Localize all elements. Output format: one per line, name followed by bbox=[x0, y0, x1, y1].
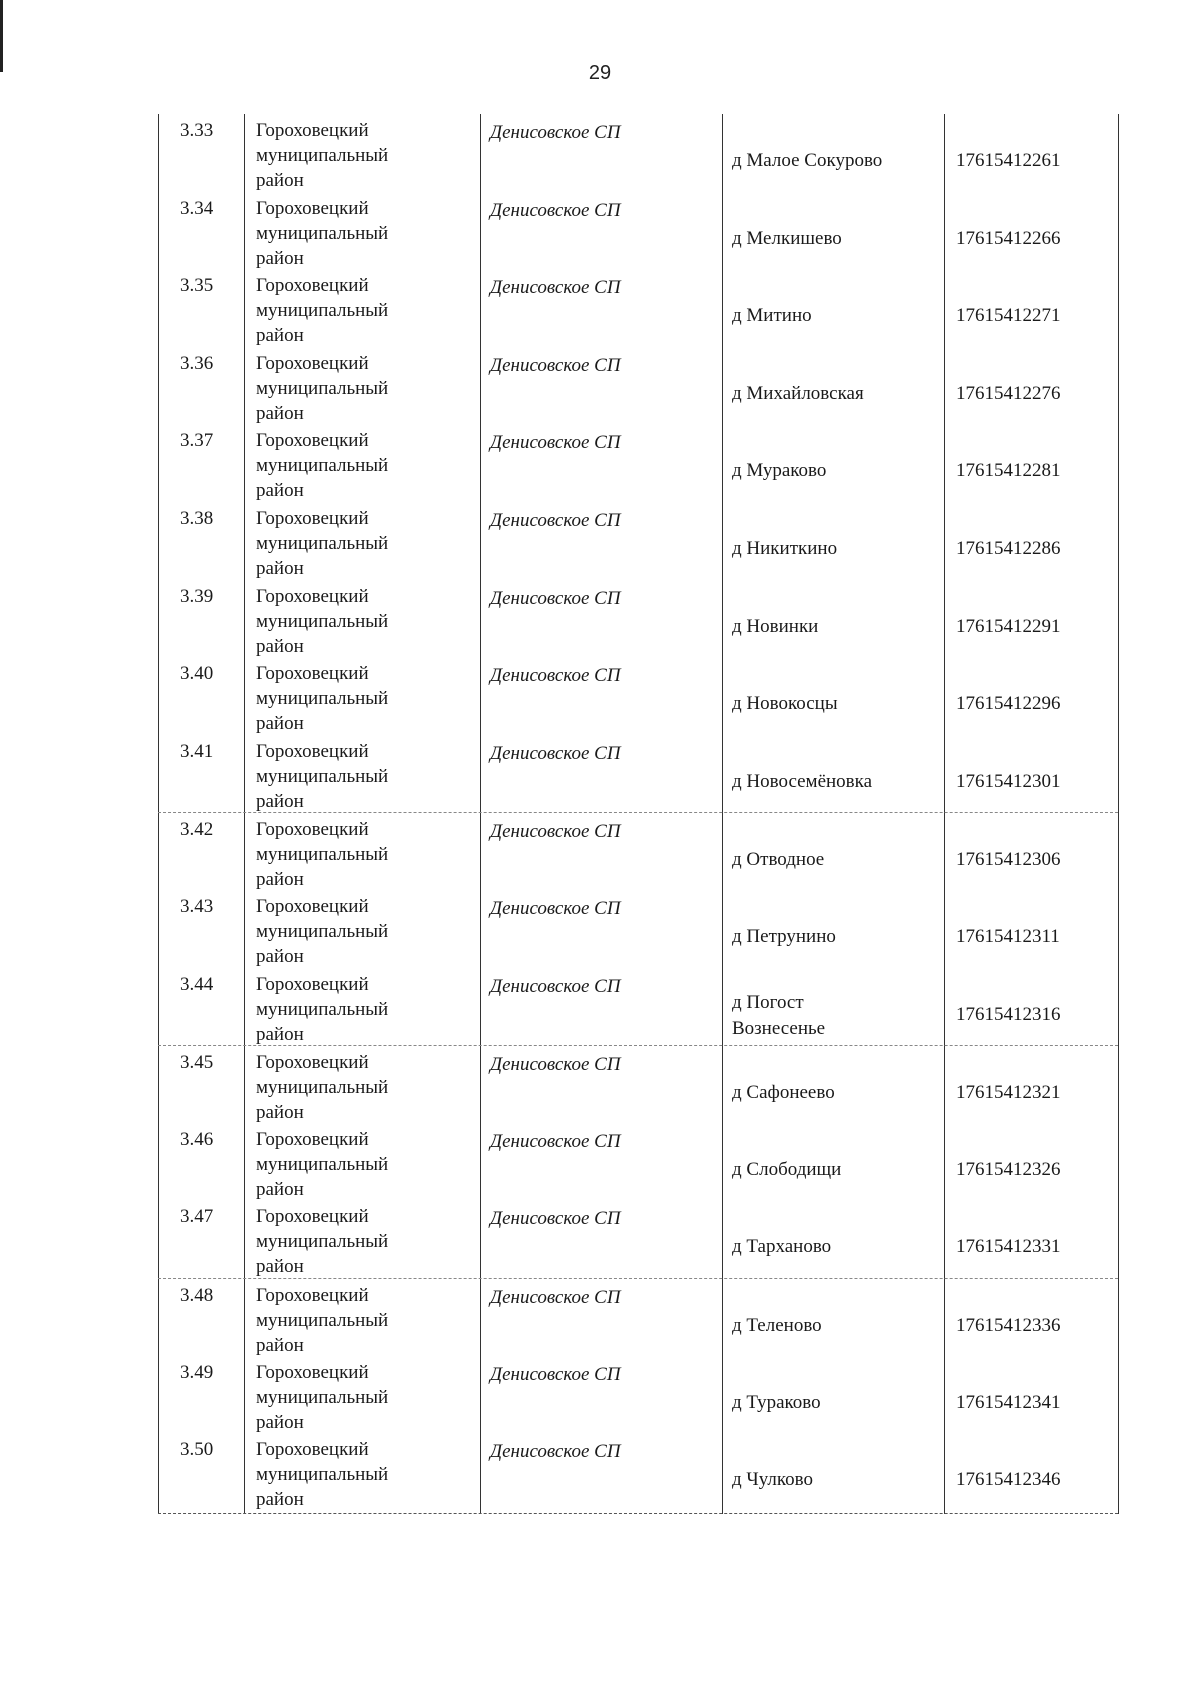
locality-cell bbox=[732, 458, 826, 484]
row-number: 3.39 bbox=[180, 585, 214, 607]
district-line: Гороховецкий bbox=[256, 740, 369, 762]
district-cell bbox=[256, 273, 388, 348]
locality-cell bbox=[732, 1157, 841, 1183]
locality-line: д Сафонеево bbox=[732, 1082, 835, 1104]
page-number: 29 bbox=[588, 62, 612, 84]
locality-cell bbox=[732, 1313, 822, 1339]
locality-line: д Никиткино bbox=[732, 538, 838, 559]
district-line: район bbox=[256, 946, 304, 967]
district-line: Гороховецкий bbox=[256, 1439, 369, 1461]
oktmo-code-cell: 17615412301 bbox=[956, 770, 1061, 792]
district-line: Гороховецкий bbox=[256, 1361, 369, 1383]
table-row bbox=[158, 580, 1118, 658]
oktmo-code-cell: 17615412261 bbox=[956, 150, 1061, 171]
district-line: муниципальный bbox=[256, 222, 389, 244]
locality-line: д Отводное bbox=[732, 849, 825, 871]
row-number: 3.46 bbox=[180, 1128, 214, 1150]
locality-line: д Мелкишево bbox=[732, 227, 842, 249]
settlement-cell: Денисовское СП bbox=[490, 122, 621, 143]
oktmo-code-cell: 17615412291 bbox=[956, 615, 1061, 637]
row-number: 3.41 bbox=[180, 740, 214, 762]
locality-line: д Теленово bbox=[732, 1315, 822, 1336]
table-row bbox=[158, 812, 1118, 891]
table-row bbox=[158, 114, 1118, 192]
table-row bbox=[158, 968, 1118, 1046]
district-cell bbox=[256, 1360, 388, 1435]
row-number: 3.45 bbox=[180, 1052, 214, 1074]
district-cell bbox=[256, 428, 388, 503]
settlement-cell: Денисовское СП bbox=[490, 1363, 621, 1385]
locality-line: д Погост bbox=[732, 991, 804, 1013]
district-line: муниципальный bbox=[256, 533, 389, 554]
row-number: 3.43 bbox=[180, 896, 214, 917]
locality-cell bbox=[732, 1390, 821, 1416]
locality-line: д Тарханово bbox=[732, 1236, 832, 1258]
district-cell bbox=[256, 506, 388, 581]
locality-cell bbox=[732, 148, 882, 174]
district-line: Гороховецкий bbox=[256, 1052, 369, 1074]
district-line: район bbox=[256, 1256, 304, 1278]
district-cell bbox=[256, 1127, 388, 1202]
locality-line: д Тураково bbox=[732, 1391, 821, 1413]
locality-cell bbox=[732, 614, 818, 640]
district-line: район bbox=[256, 713, 304, 735]
row-number: 3.33 bbox=[180, 120, 214, 141]
settlement-cell: Денисовское СП bbox=[490, 432, 621, 454]
locality-line: д Новосемёновка bbox=[732, 770, 873, 792]
settlement-cell: Денисовское СП bbox=[490, 1054, 621, 1076]
district-cell bbox=[256, 1283, 388, 1358]
locality-line: д Чулково bbox=[732, 1469, 814, 1491]
locality-line: Вознесенье bbox=[732, 1017, 826, 1039]
locality-cell bbox=[732, 1080, 835, 1106]
locality-cell bbox=[732, 226, 842, 252]
table-row bbox=[158, 347, 1118, 425]
table-row bbox=[158, 269, 1118, 347]
district-cell bbox=[256, 584, 388, 659]
locality-line: д Митино bbox=[732, 305, 812, 327]
district-line: район bbox=[256, 790, 304, 812]
district-line: муниципальный bbox=[256, 688, 389, 710]
district-line: Гороховецкий bbox=[256, 1128, 369, 1150]
district-line: Гороховецкий bbox=[256, 1285, 369, 1306]
district-line: муниципальный bbox=[256, 455, 389, 477]
district-line: муниципальный bbox=[256, 300, 389, 322]
district-line: муниципальный bbox=[256, 844, 389, 866]
district-line: муниципальный bbox=[256, 1386, 389, 1408]
column-rule-right bbox=[1118, 114, 1119, 1514]
district-line: муниципальный bbox=[256, 1310, 389, 1331]
table-row bbox=[158, 657, 1118, 735]
district-line: Гороховецкий bbox=[256, 197, 369, 219]
district-line: муниципальный bbox=[256, 998, 389, 1020]
district-line: район bbox=[256, 1178, 304, 1200]
oktmo-code-cell: 17615412296 bbox=[956, 693, 1061, 715]
district-cell bbox=[256, 351, 388, 426]
row-number: 3.42 bbox=[180, 819, 214, 841]
district-line: Гороховецкий bbox=[256, 120, 369, 141]
table-row bbox=[158, 424, 1118, 502]
locality-line: д Новокосцы bbox=[732, 693, 838, 715]
district-line: Гороховецкий bbox=[256, 1206, 369, 1228]
locality-cell bbox=[732, 924, 836, 950]
locality-cell bbox=[732, 303, 812, 329]
locality-line: д Петрунино bbox=[732, 926, 836, 947]
district-line: Гороховецкий bbox=[256, 352, 369, 374]
oktmo-code-cell: 17615412266 bbox=[956, 227, 1061, 249]
district-cell bbox=[256, 972, 388, 1047]
district-line: Гороховецкий bbox=[256, 430, 369, 452]
table-row bbox=[158, 1200, 1118, 1278]
district-line: муниципальный bbox=[256, 1077, 389, 1099]
district-line: муниципальный bbox=[256, 921, 389, 942]
locality-cell bbox=[732, 1234, 831, 1260]
settlement-cell: Денисовское СП bbox=[490, 277, 621, 299]
oktmo-code-cell: 17615412316 bbox=[956, 1003, 1061, 1025]
district-cell bbox=[256, 118, 388, 193]
row-number: 3.40 bbox=[180, 663, 214, 685]
locality-line: д Михайловская bbox=[732, 382, 864, 404]
settlement-cell: Денисовское СП bbox=[490, 199, 621, 221]
district-line: муниципальный bbox=[256, 145, 389, 166]
settlement-cell: Денисовское СП bbox=[490, 587, 621, 609]
district-line: район bbox=[256, 1023, 304, 1045]
oktmo-code-cell: 17615412286 bbox=[956, 538, 1061, 559]
settlement-cell: Денисовское СП bbox=[490, 1441, 621, 1463]
district-line: район bbox=[256, 635, 304, 657]
district-line: район bbox=[256, 1335, 304, 1356]
table-bottom-rule bbox=[158, 1513, 1118, 1514]
district-line: Гороховецкий bbox=[256, 896, 369, 917]
district-line: район bbox=[256, 480, 304, 502]
oktmo-code-cell: 17615412271 bbox=[956, 305, 1061, 327]
locality-cell bbox=[732, 381, 864, 407]
settlement-cell: Денисовское СП bbox=[490, 1208, 621, 1230]
settlement-table bbox=[158, 114, 1118, 1514]
district-line: муниципальный bbox=[256, 610, 389, 632]
district-cell bbox=[256, 1204, 388, 1279]
district-line: Гороховецкий bbox=[256, 585, 369, 607]
row-number: 3.35 bbox=[180, 275, 214, 297]
locality-cell bbox=[732, 990, 825, 1042]
district-cell bbox=[256, 1050, 388, 1125]
district-line: район bbox=[256, 1102, 304, 1124]
district-line: Гороховецкий bbox=[256, 819, 369, 841]
district-line: Гороховецкий bbox=[256, 508, 369, 529]
district-line: Гороховецкий bbox=[256, 275, 369, 297]
oktmo-code-cell: 17615412311 bbox=[956, 926, 1060, 947]
district-line: район bbox=[256, 869, 304, 891]
district-line: район bbox=[256, 325, 304, 347]
district-line: муниципальный bbox=[256, 765, 389, 787]
locality-line: д Слободищи bbox=[732, 1158, 842, 1180]
row-number: 3.44 bbox=[180, 973, 214, 995]
district-line: район bbox=[256, 1489, 304, 1511]
district-line: район bbox=[256, 170, 304, 191]
settlement-cell: Денисовское СП bbox=[490, 898, 621, 919]
locality-cell bbox=[732, 691, 838, 717]
settlement-cell: Денисовское СП bbox=[490, 975, 621, 997]
row-number: 3.48 bbox=[180, 1285, 214, 1306]
oktmo-code-cell: 17615412321 bbox=[956, 1082, 1061, 1104]
district-line: муниципальный bbox=[256, 1464, 389, 1486]
settlement-cell: Денисовское СП bbox=[490, 1287, 621, 1308]
row-number: 3.50 bbox=[180, 1439, 214, 1461]
table-row bbox=[158, 1356, 1118, 1434]
settlement-cell: Денисовское СП bbox=[490, 510, 621, 531]
table-row bbox=[158, 735, 1118, 813]
locality-cell bbox=[732, 769, 872, 795]
settlement-cell: Денисовское СП bbox=[490, 821, 621, 843]
district-cell bbox=[256, 1437, 388, 1512]
locality-line: д Малое Сокурово bbox=[732, 150, 883, 171]
settlement-cell: Денисовское СП bbox=[490, 742, 621, 764]
district-cell bbox=[256, 661, 388, 736]
district-line: район bbox=[256, 247, 304, 269]
settlement-cell: Денисовское СП bbox=[490, 665, 621, 687]
district-line: Гороховецкий bbox=[256, 973, 369, 995]
district-line: район bbox=[256, 558, 304, 579]
table-row bbox=[158, 1278, 1118, 1357]
table-row bbox=[158, 1433, 1118, 1511]
row-number: 3.37 bbox=[180, 430, 214, 452]
oktmo-code-cell: 17615412341 bbox=[956, 1391, 1061, 1413]
table-row bbox=[158, 1123, 1118, 1201]
district-line: Гороховецкий bbox=[256, 663, 369, 685]
locality-cell bbox=[732, 536, 837, 562]
district-cell bbox=[256, 196, 388, 271]
locality-line: д Новинки bbox=[732, 615, 819, 637]
oktmo-code-cell: 17615412336 bbox=[956, 1315, 1061, 1336]
table-row bbox=[158, 890, 1118, 968]
oktmo-code-cell: 17615412326 bbox=[956, 1158, 1061, 1180]
oktmo-code-cell: 17615412331 bbox=[956, 1236, 1061, 1258]
table-row bbox=[158, 1045, 1118, 1124]
locality-cell bbox=[732, 847, 824, 873]
table-row bbox=[158, 192, 1118, 270]
district-line: муниципальный bbox=[256, 1153, 389, 1175]
row-number: 3.38 bbox=[180, 508, 214, 529]
oktmo-code-cell: 17615412306 bbox=[956, 849, 1061, 871]
settlement-cell: Денисовское СП bbox=[490, 1130, 621, 1152]
row-number: 3.36 bbox=[180, 352, 214, 374]
locality-cell bbox=[732, 1467, 813, 1493]
row-number: 3.47 bbox=[180, 1206, 214, 1228]
oktmo-code-cell: 17615412281 bbox=[956, 460, 1061, 482]
table-row bbox=[158, 502, 1118, 580]
locality-line: д Мураково bbox=[732, 460, 827, 482]
row-number: 3.49 bbox=[180, 1361, 214, 1383]
district-line: район bbox=[256, 402, 304, 424]
oktmo-code-cell: 17615412276 bbox=[956, 382, 1061, 404]
district-line: муниципальный bbox=[256, 377, 389, 399]
district-cell bbox=[256, 739, 388, 814]
district-line: район bbox=[256, 1411, 304, 1433]
district-cell bbox=[256, 894, 388, 969]
row-number: 3.34 bbox=[180, 197, 214, 219]
district-cell bbox=[256, 817, 388, 892]
oktmo-code-cell: 17615412346 bbox=[956, 1469, 1061, 1491]
district-line: муниципальный bbox=[256, 1231, 389, 1253]
settlement-cell: Денисовское СП bbox=[490, 354, 621, 376]
